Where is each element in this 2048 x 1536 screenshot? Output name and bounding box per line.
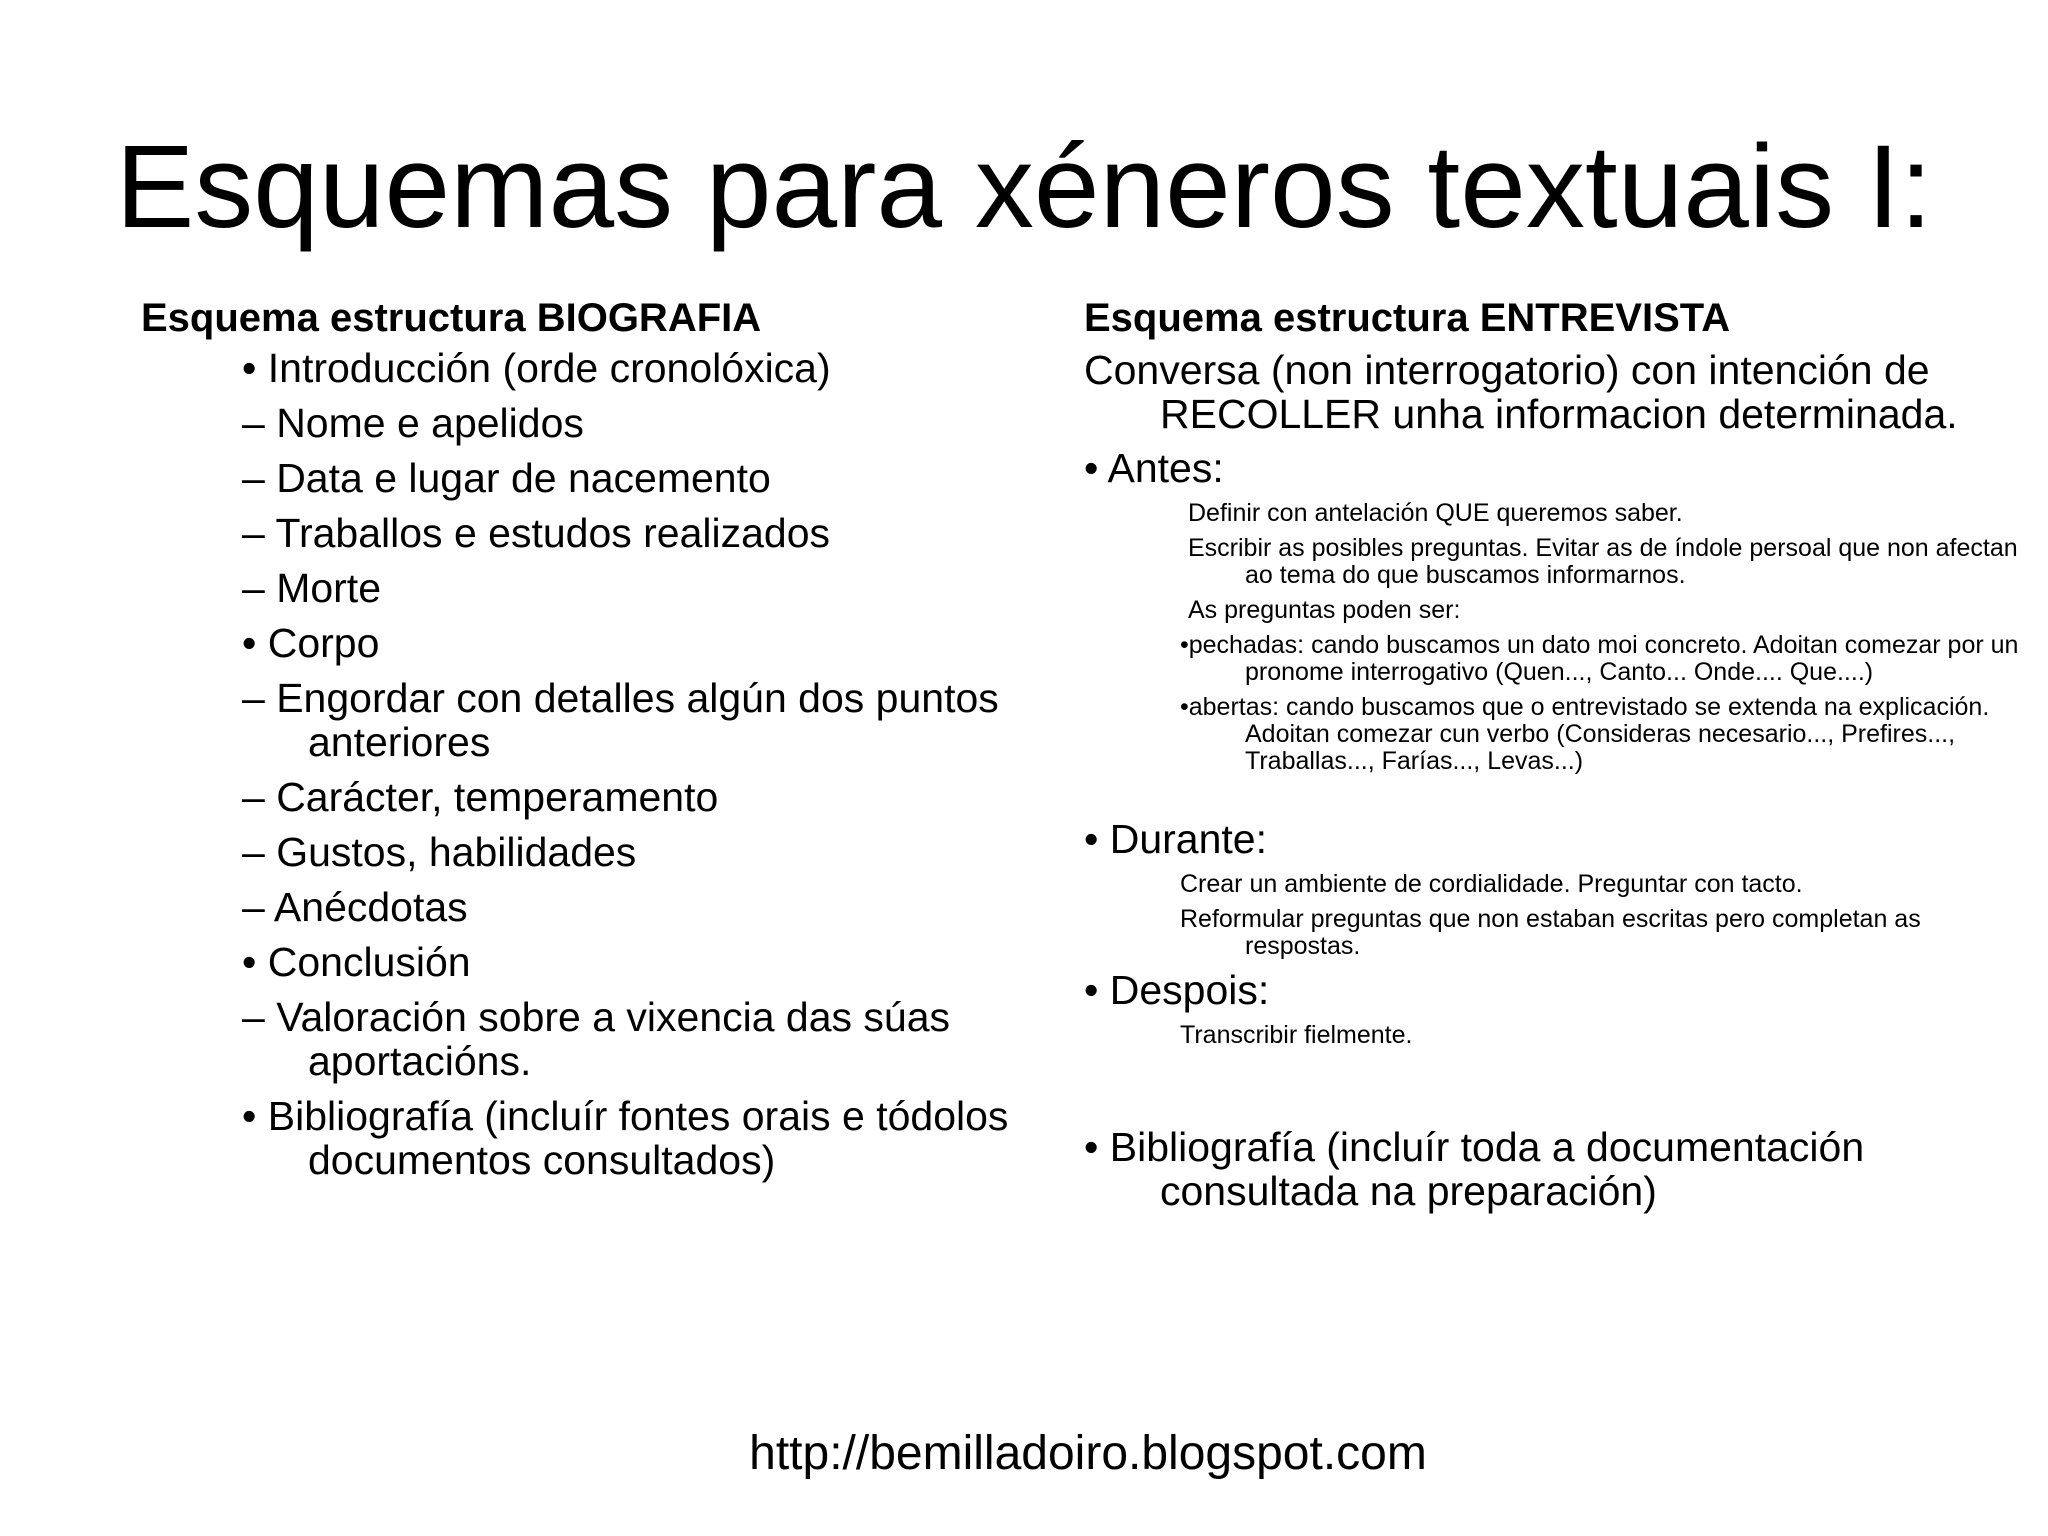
- biografia-item: • Bibliografía (incluír fontes orais e tódolos documentos consultados): [242, 1093, 1009, 1183]
- biografia-item: – Data e lugar de nacemento: [242, 455, 771, 501]
- durante-label: • Durante:: [1084, 816, 1267, 862]
- antes-item: •pechadas: cando buscamos un dato moi concreto. Adoitan comezar por un pronome interrogativo (Quen..., Canto... Onde.... Que....): [1180, 631, 2019, 686]
- durante-item: Crear un ambiente de cordialidade. Preguntar con tacto.: [1180, 870, 1803, 898]
- antes-label: • Antes:: [1084, 445, 1224, 491]
- biografia-item: • Introducción (orde cronolóxica): [242, 345, 831, 391]
- biografia-heading: Esquema estructura BIOGRAFIA: [141, 296, 762, 340]
- antes-item: Definir con antelación QUE queremos saber.: [1188, 499, 1683, 527]
- biografia-item: • Conclusión: [242, 939, 471, 985]
- entrevista-column: [1084, 292, 2024, 1213]
- despois-label: • Despois:: [1084, 967, 1270, 1013]
- slide-title: Esquemas para xéneros textuais I:: [115, 121, 1933, 253]
- biografia-column: [141, 292, 1041, 1193]
- biografia-item: – Engordar con detalles algún dos puntos anteriores: [242, 675, 999, 765]
- antes-item: •abertas: cando buscamos que o entrevistado se extenda na explicación. Adoitan comezar cun verbo (Consideras necesario..., Prefires..., Traballas..., Farías..., Levas...): [1180, 693, 1990, 775]
- antes-item: Escribir as posibles preguntas. Evitar as de índole persoal que non afectan ao tema do que buscamos informarnos.: [1188, 534, 2018, 589]
- biografia-item: – Carácter, temperamento: [242, 774, 719, 820]
- durante-item: Reformular preguntas que non estaban escritas pero completan as respostas.: [1180, 905, 1921, 960]
- entrevista-intro: Conversa (non interrogatorio) con intención de RECOLLER unha informacion determinada.: [1084, 347, 1958, 437]
- despois-item: Transcribir fielmente.: [1180, 1021, 1413, 1049]
- biografia-item: – Nome e apelidos: [242, 400, 584, 446]
- biografia-item: – Anécdotas: [242, 884, 468, 930]
- entrevista-heading: Esquema estructura ENTREVISTA: [1084, 296, 1731, 340]
- footer-url: http://bemilladoiro.blogspot.com: [749, 1427, 1427, 1480]
- biografia-item: – Traballos e estudos realizados: [242, 510, 831, 556]
- biografia-item: – Gustos, habilidades: [242, 829, 637, 875]
- biografia-item: – Valoración sobre a vixencia das súas aportacións.: [242, 994, 951, 1084]
- biografia-item: – Morte: [242, 565, 381, 611]
- antes-item: As preguntas poden ser:: [1188, 596, 1461, 624]
- entrevista-bibliografia: • Bibliografía (incluír toda a documentación consultada na preparación): [1084, 1124, 1865, 1214]
- biografia-item: • Corpo: [242, 620, 380, 666]
